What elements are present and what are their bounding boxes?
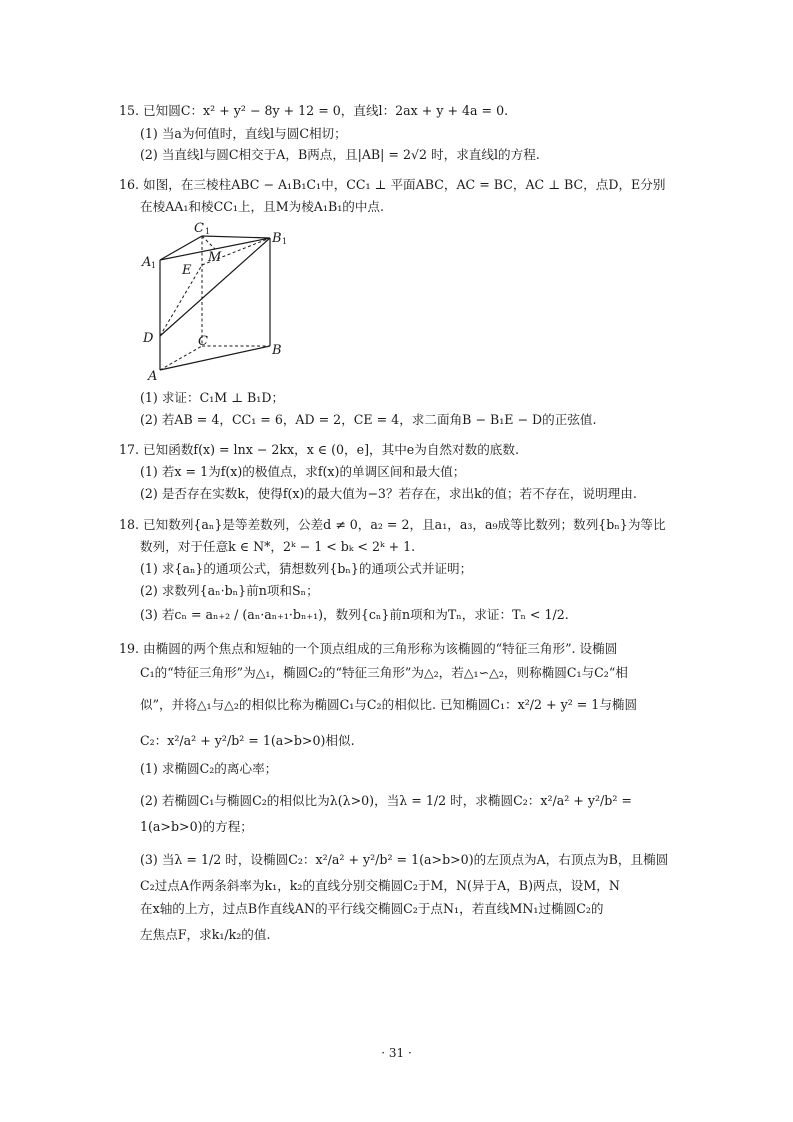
edge-a-b xyxy=(160,346,270,370)
q18-part2: (2) 求数列{aₙ·bₙ}前n项和Sₙ； xyxy=(140,583,319,598)
q17-part2: (2) 是否存在实数k，使得f(x)的最大值为−3？若存在，求出k的值；若不存在，说明理由. xyxy=(140,486,637,501)
q19-part2-line2: 1(a>b>0)的方程； xyxy=(140,819,253,834)
q19-line1: 19. 由椭圆的两个焦点和短轴的一个顶点组成的三角形称为该椭圆的“特征三角形”. 设椭圆 xyxy=(119,641,618,656)
q18-stem-line1: 18. 已知数列{aₙ}是等差数列，公差d ≠ 0，a₂ = 2，且a₁，a₃，a₉成等比数列；数列{bₙ}为等比 xyxy=(119,517,666,532)
label-c: C xyxy=(198,334,208,349)
label-m: M xyxy=(208,250,222,265)
prism-diagram xyxy=(140,218,300,388)
q19-part3-line3: 在x轴的上方，过点B作直线AN的平行线交椭圆C₂于点N₁，若直线MN₁过椭圆C₂的 xyxy=(140,901,604,916)
q18-stem-line2: 数列，对于任意k ∈ N*，2ᵏ − 1 < bₖ < 2ᵏ + 1. xyxy=(140,539,416,554)
segment-c1-m-hidden xyxy=(202,236,215,249)
q18-part3: (3) 若cₙ = aₙ₊₂ / (aₙ·aₙ₊₁·bₙ₊₁)，数列{cₙ}前n项和为Tₙ，求证：Tₙ < 1/2. xyxy=(140,607,569,622)
q19-part3-line2: C₂过点A作两条斜率为k₁，k₂的直线分别交椭圆C₂于M，N(异于A，B)两点，设M，N xyxy=(140,878,620,893)
segment-d-e-hidden xyxy=(160,265,202,336)
q16-part2: (2) 若AB = 4，CC₁ = 6，AD = 2，CE = 4，求二面角B − B₁E − D的正弦值. xyxy=(140,412,597,427)
label-b: B xyxy=(272,343,282,358)
q19-line2: C₁的“特征三角形”为△₁，椭圆C₂的“特征三角形”为△₂，若△₁∽△₂，则称椭圆C₁与C₂“相 xyxy=(140,665,628,680)
label-a: A xyxy=(148,369,158,384)
label-a1: A xyxy=(142,255,152,270)
q17-part1: (1) 若x = 1为f(x)的极值点，求f(x)的单调区间和最大值； xyxy=(140,464,466,479)
q19-line3: 似”，并将△₁与△₂的相似比称为椭圆C₁与C₂的相似比. 已知椭圆C₁：x²/2 + y² = 1与椭圆 xyxy=(140,697,638,712)
edge-c1-b1 xyxy=(202,236,270,238)
label-b1: B xyxy=(272,231,282,246)
q19-part3-line4: 左焦点F，求k₁/k₂的值. xyxy=(140,927,271,942)
label-a1-sub: 1 xyxy=(151,261,157,270)
q16-stem-line1: 16. 如图，在三棱柱ABC − A₁B₁C₁中，CC₁ ⊥ 平面ABC，AC = BC，AC ⊥ BC，点D，E分别 xyxy=(119,177,666,192)
q15-part1: (1) 当a为何值时，直线l与圆C相切； xyxy=(140,126,347,141)
q15-part2: (2) 当直线l与圆C相交于A，B两点，且|AB| = 2√2 时，求直线l的方程. xyxy=(140,147,540,162)
label-c1: C xyxy=(194,221,204,236)
label-d: D xyxy=(143,331,154,346)
q18-part1: (1) 求{aₙ}的通项公式，猜想数列{bₙ}的通项公式并证明； xyxy=(140,561,473,576)
triangular-prism-figure xyxy=(140,218,300,388)
q16-stem-line2: 在棱AA₁和棱CC₁上，且M为棱A₁B₁的中点. xyxy=(140,199,385,214)
page-number: · 31 · xyxy=(381,1046,412,1060)
q19-line4: C₂：x²/a² + y²/b² = 1(a>b>0)相似. xyxy=(140,733,355,748)
label-c1-sub: 1 xyxy=(205,227,211,236)
q16-part1: (1) 求证：C₁M ⊥ B₁D； xyxy=(140,390,285,405)
q19-part3-line1: (3) 当λ = 1/2 时，设椭圆C₂：x²/a² + y²/b² = 1(a>b>0)的左顶点为A，右顶点为B，且椭圆 xyxy=(140,852,669,867)
label-e: E xyxy=(182,263,192,278)
edge-a-c-hidden xyxy=(160,346,202,370)
label-b1-sub: 1 xyxy=(282,237,288,246)
q17-stem: 17. 已知函数f(x) = lnx − 2kx，x ∈ (0，e]，其中e为自然对数的底数. xyxy=(119,442,519,457)
q19-part2-line1: (2) 若椭圆C₁与椭圆C₂的相似比为λ(λ>0)，当λ = 1/2 时，求椭圆C₂：x²/a² + y²/b² = xyxy=(140,793,632,808)
q15-stem: 15. 已知圆C：x² + y² − 8y + 12 = 0，直线l：2ax + y + 4a = 0. xyxy=(119,103,509,118)
q19-part1: (1) 求椭圆C₂的离心率； xyxy=(140,761,278,776)
